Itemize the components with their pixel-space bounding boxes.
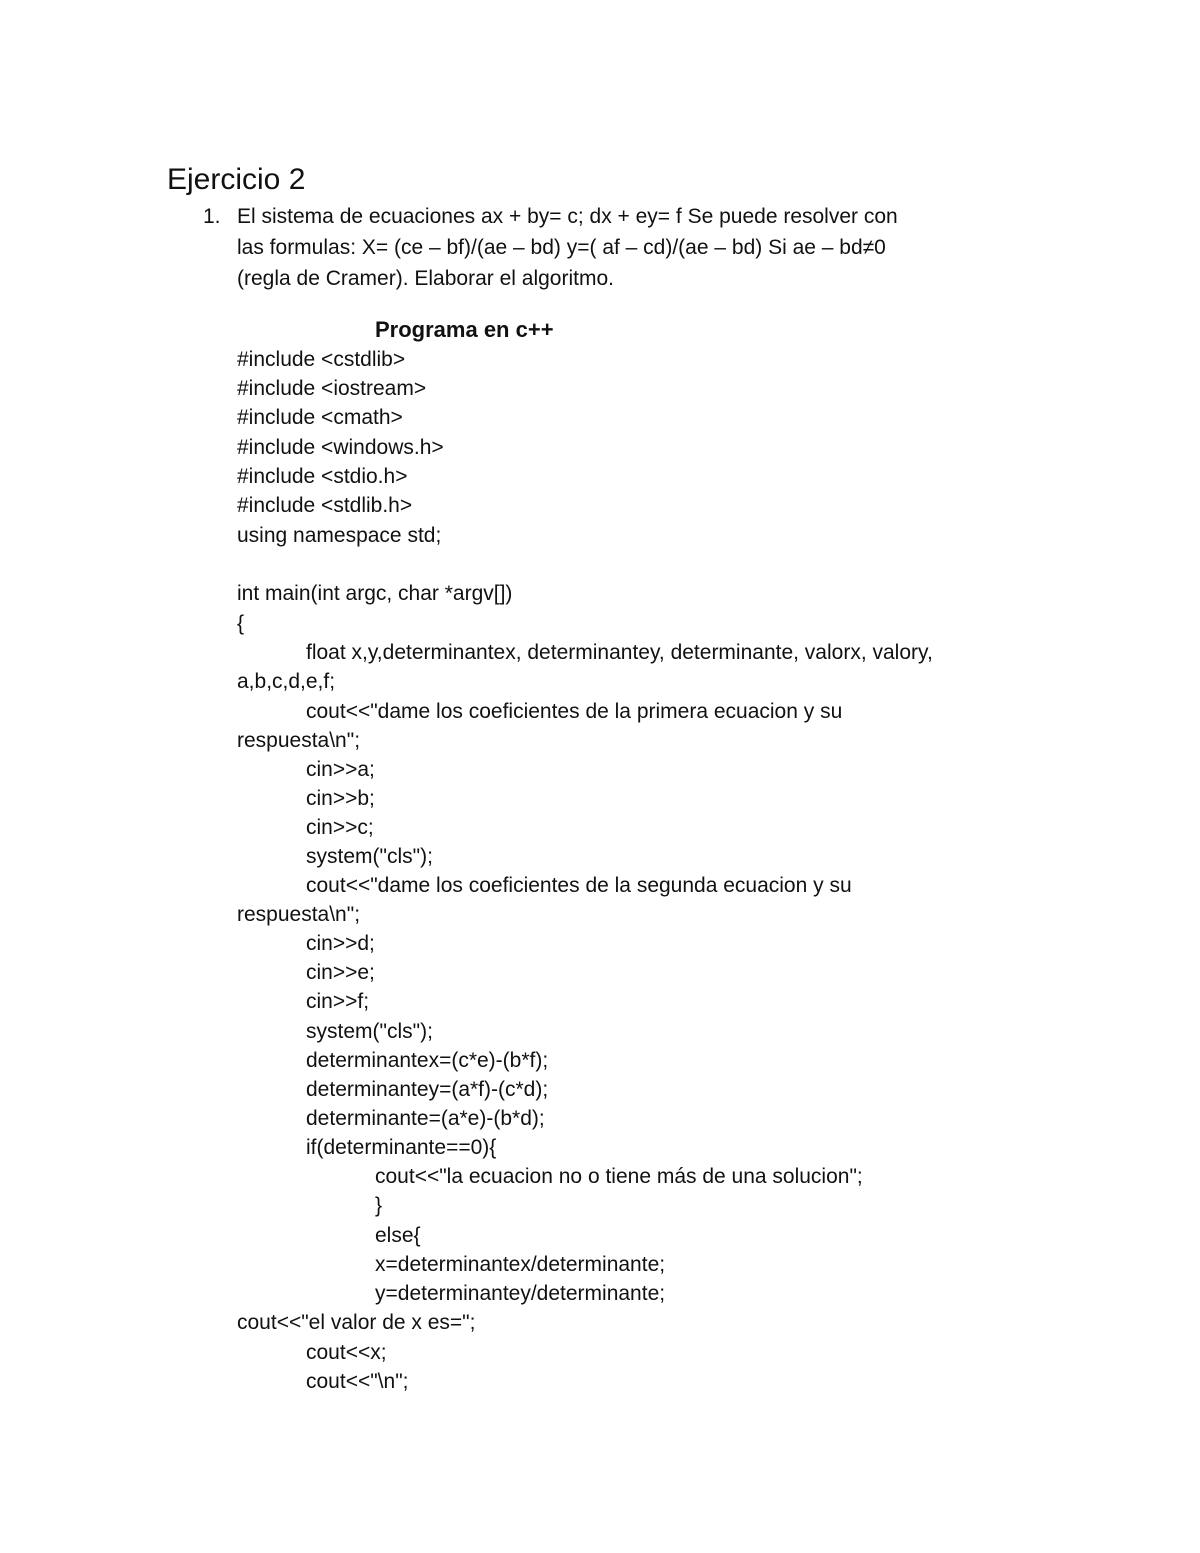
code-line: respuesta\n"; <box>237 729 361 752</box>
code-line: cout<<"\n"; <box>306 1370 409 1393</box>
code-line: using namespace std; <box>237 524 442 547</box>
code-line: cin>>c; <box>306 816 374 839</box>
code-line: #include <iostream> <box>237 377 427 400</box>
code-line: respuesta\n"; <box>237 903 361 926</box>
code-line: system("cls"); <box>306 1020 433 1043</box>
code-line: #include <cstdlib> <box>237 348 406 371</box>
code-line: cin>>d; <box>306 932 375 955</box>
code-line: x=determinantex/determinante; <box>375 1253 666 1276</box>
code-line: cin>>f; <box>306 990 370 1013</box>
code-line: cin>>a; <box>306 758 375 781</box>
code-line: a,b,c,d,e,f; <box>237 670 336 693</box>
code-line: cout<<x; <box>306 1341 387 1364</box>
problem-list-number: 1. <box>203 205 221 228</box>
code-line: #include <windows.h> <box>237 436 444 459</box>
exercise-heading: Ejercicio 2 <box>167 163 306 196</box>
code-line: determinantex=(c*e)-(b*f); <box>306 1049 549 1072</box>
code-line: #include <cmath> <box>237 406 403 429</box>
program-title: Programa en c++ <box>375 317 554 342</box>
code-line: #include <stdio.h> <box>237 465 408 488</box>
code-line: determinantey=(a*f)-(c*d); <box>306 1078 549 1101</box>
code-line: cin>>b; <box>306 787 375 810</box>
code-line: cout<<"la ecuacion no o tiene más de una solucion"; <box>375 1165 863 1188</box>
code-line: system("cls"); <box>306 845 433 868</box>
problem-statement-line: las formulas: X= (ce – bf)/(ae – bd) y=( af – cd)/(ae – bd) Si ae – bd≠0 <box>237 236 886 259</box>
code-line: #include <stdlib.h> <box>237 494 413 517</box>
problem-statement-line: (regla de Cramer). Elaborar el algoritmo. <box>237 267 614 290</box>
code-line: cin>>e; <box>306 961 375 984</box>
code-line: if(determinante==0){ <box>306 1136 497 1159</box>
code-line: float x,y,determinantex, determinantey, determinante, valorx, valory, <box>306 641 933 664</box>
code-line: { <box>237 612 245 635</box>
code-line: cout<<"dame los coeficientes de la primera ecuacion y su <box>306 700 843 723</box>
code-line: } <box>375 1194 383 1217</box>
code-line: else{ <box>375 1224 421 1247</box>
code-line: int main(int argc, char *argv[]) <box>237 582 513 605</box>
code-line: cout<<"dame los coeficientes de la segunda ecuacion y su <box>306 874 852 897</box>
code-line: cout<<"el valor de x es="; <box>237 1311 476 1334</box>
code-line: y=determinantey/determinante; <box>375 1282 666 1305</box>
code-line: determinante=(a*e)-(b*d); <box>306 1107 545 1130</box>
problem-statement-line: El sistema de ecuaciones ax + by= c; dx + ey= f Se puede resolver con <box>237 205 898 228</box>
